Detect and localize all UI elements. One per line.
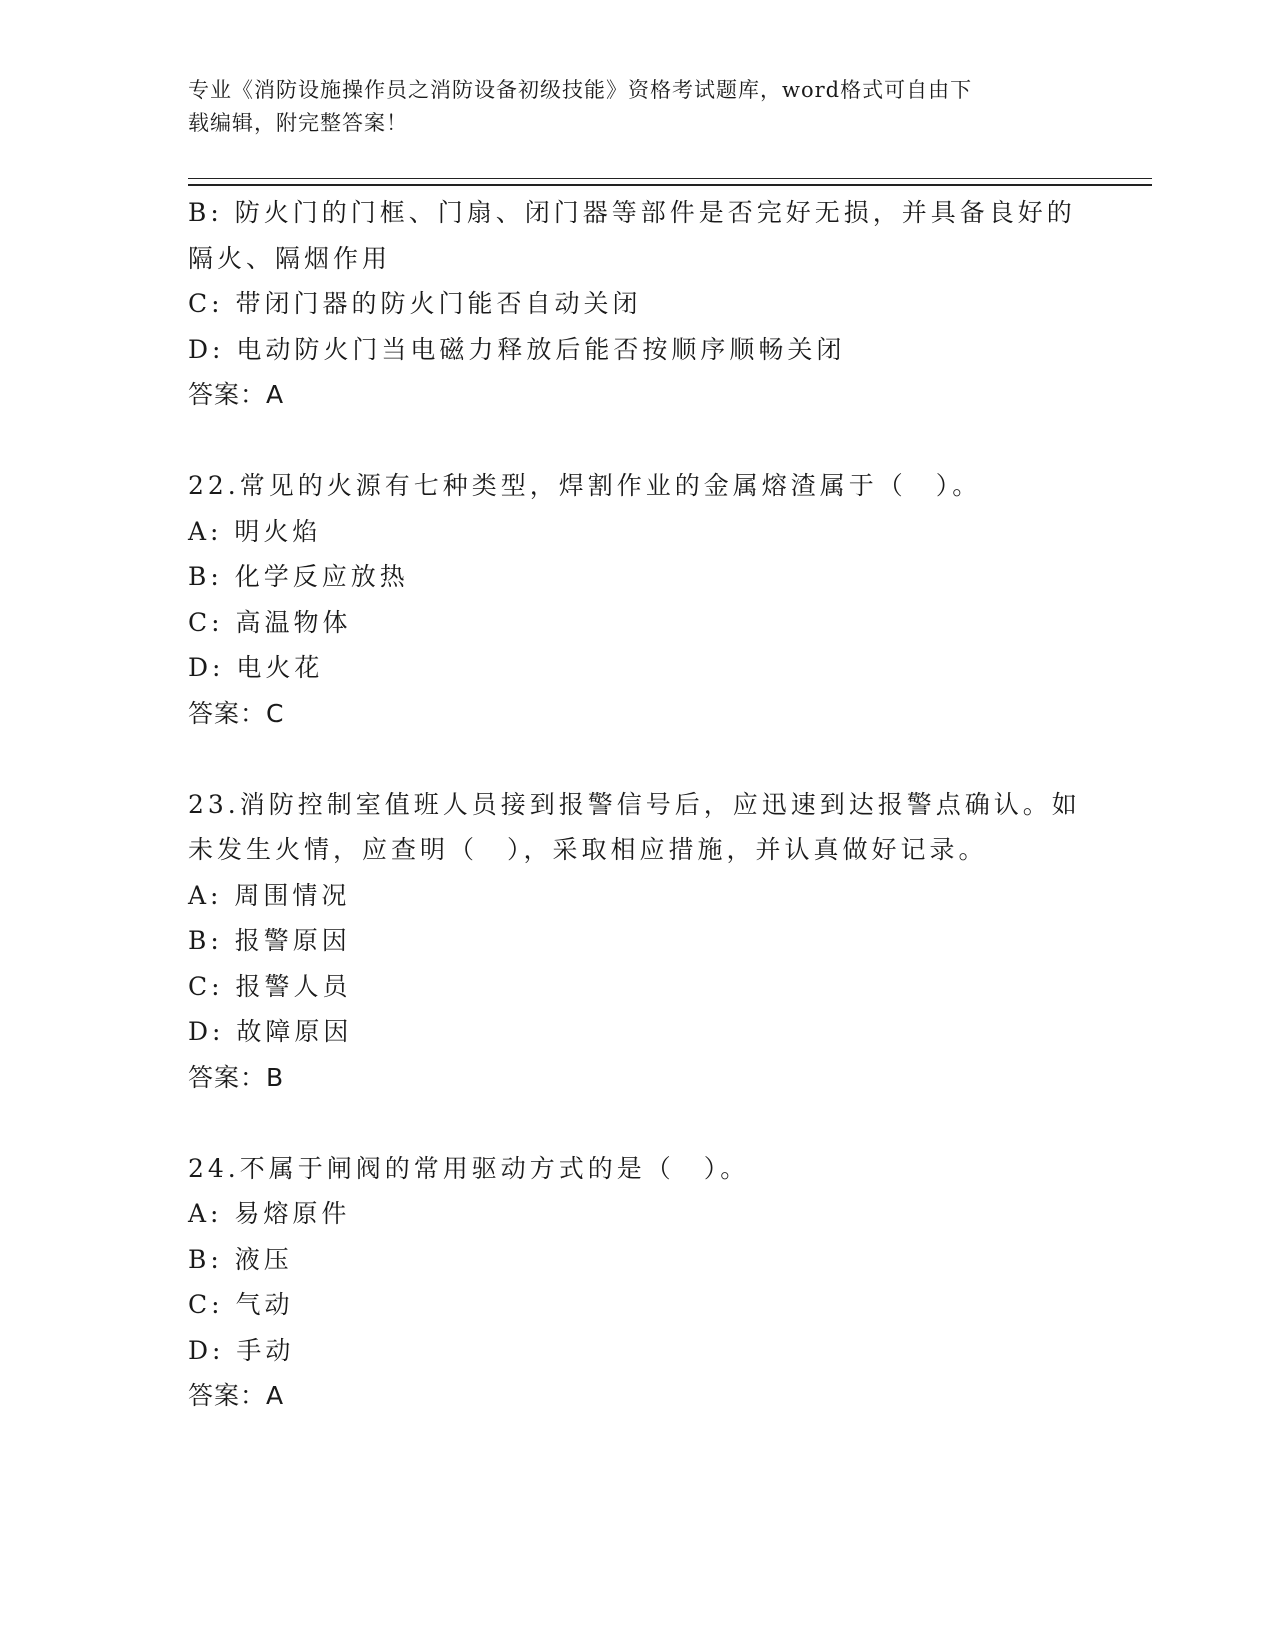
option-a: A: 易熔原件 [188,1199,351,1228]
option-c: C: 气动 [188,1290,294,1319]
question-24 [188,1146,1088,1419]
question-stem-cont: 未发生火情，应查明（ ），采取相应措施，并认真做好记录。 [188,835,988,864]
question-22 [188,463,1088,736]
option-b: B: 化学反应放热 [188,562,409,591]
document-header [188,74,1068,140]
option-b: B: 报警原因 [188,926,351,955]
question-stem: 23.消防控制室值班人员接到报警信号后，应迅速到达报警点确认。如 [188,789,1081,819]
question-21-continuation [188,190,1088,418]
option-a: A: 周围情况 [188,880,351,910]
option-a: A: 明火焰 [188,516,322,546]
option-b: B: 防火门的门框、门扇、闭门器等部件是否完好无损，并具备良好的 [188,198,1076,227]
option-b-cont: 隔火、隔烟作用 [188,243,392,273]
header-line-2: 载编辑，附完整答案！ [188,111,408,135]
option-c: C: 报警人员 [188,971,352,1001]
option-d: D: 电火花 [188,653,324,682]
header-line-1: 专业《消防设施操作员之消防设备初级技能》资格考试题库，word格式可自由下 [188,78,973,102]
question-list [188,190,1088,1419]
header-divider [188,178,1152,186]
option-c: C: 带闭门器的防火门能否自动关闭 [188,289,642,318]
option-d: D: 故障原因 [188,1017,353,1046]
answer: 答案：C [188,698,285,728]
option-d: D: 手动 [188,1335,295,1365]
answer: 答案：A [188,1381,285,1410]
question-23 [188,782,1088,1101]
question-stem: 24.不属于闸阀的常用驱动方式的是（ ）。 [188,1153,750,1183]
option-c: C: 高温物体 [188,607,352,637]
answer: 答案：A [188,380,285,409]
option-b: B: 液压 [188,1244,293,1274]
option-d: D: 电动防火门当电磁力释放后能否按顺序顺畅关闭 [188,334,846,364]
answer: 答案：B [188,1062,285,1092]
question-stem: 22.常见的火源有七种类型，焊割作业的金属熔渣属于（ ）。 [188,471,982,500]
